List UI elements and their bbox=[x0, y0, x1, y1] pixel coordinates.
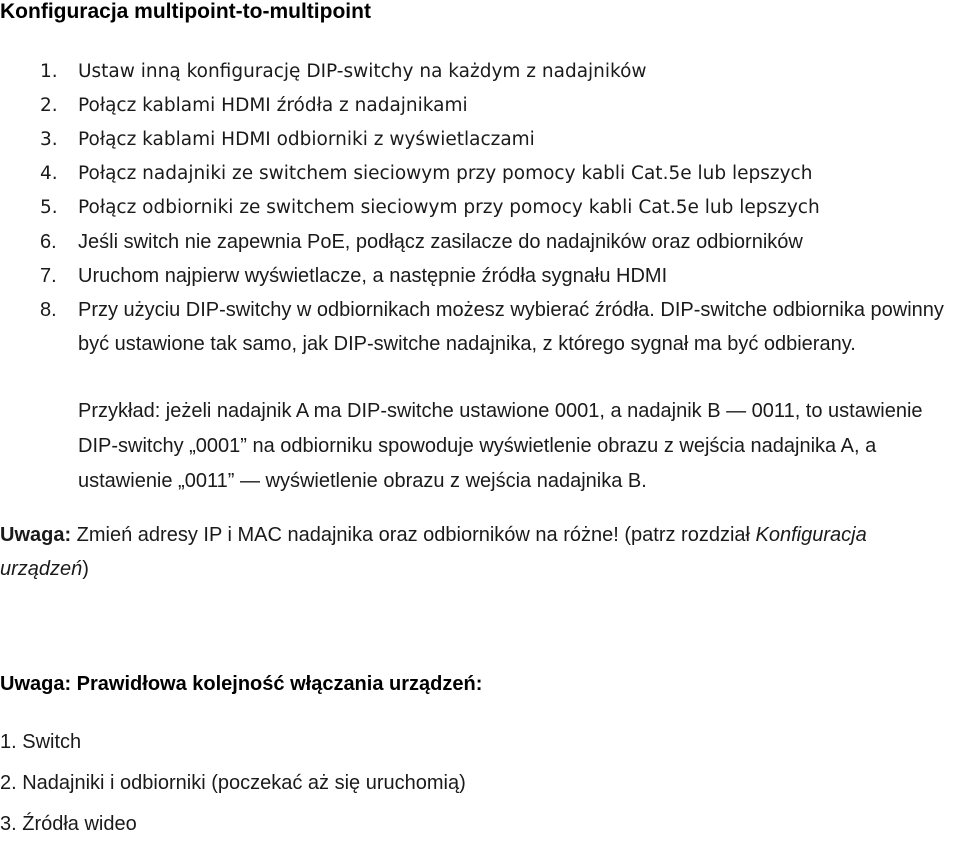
example-paragraph: Przykład: jeżeli nadajnik A ma DIP-switche ustawione 0001, a nadajnik B — 0011, to ustawienie DIP-switchy „0001” na odbiorniku spowoduje wyświetlenie obrazu z wejścia nadajnika A, a ustawienie „0011” — wyświetlenie obrazu z wejścia nadajnika B. bbox=[78, 400, 923, 492]
list-item bbox=[40, 123, 958, 157]
list-item bbox=[40, 259, 958, 293]
chapter-reference: Konfiguracja urządzeń bbox=[0, 524, 867, 580]
list-item: 3. Źródła wideo bbox=[0, 813, 137, 835]
note-ip-mac bbox=[0, 518, 960, 586]
step-text: Połącz kablami HDMI źródła z nadajnikami bbox=[78, 95, 468, 116]
step-number: 3. bbox=[40, 129, 58, 150]
power-order-list bbox=[0, 722, 466, 845]
list-item bbox=[40, 55, 958, 89]
note-text-end: ) bbox=[82, 558, 89, 580]
list-item: 1. Switch bbox=[0, 731, 82, 753]
step-number: 2. bbox=[40, 95, 58, 116]
step-text: Połącz odbiorniki ze switchem sieciowym przy pomocy kabli Cat.5e lub lepszych bbox=[78, 197, 820, 218]
step-text: Jeśli switch nie zapewnia PoE, podłącz zasilacze do nadajników oraz odbiorników bbox=[78, 231, 803, 253]
step-text: Połącz kablami HDMI odbiorniki z wyświetlaczami bbox=[78, 129, 535, 150]
step-text: Przy użyciu DIP-switchy w odbiornikach możesz wybierać źródła. DIP-switche odbiornika powinny być ustawione tak samo, jak DIP-switche nadajnika, z którego sygnał ma być odbierany. bbox=[78, 299, 944, 355]
note-text: Zmień adresy IP i MAC nadajnika oraz odbiorników na różne! (patrz rozdział bbox=[71, 524, 756, 546]
list-item bbox=[40, 89, 958, 123]
note-label: Uwaga: bbox=[0, 524, 72, 546]
list-item bbox=[40, 293, 958, 361]
step-text: Ustaw inną konfigurację DIP-switchy na każdym z nadajników bbox=[78, 61, 647, 82]
step-text: Połącz nadajniki ze switchem sieciowym przy pomocy kabli Cat.5e lub lepszych bbox=[78, 163, 813, 184]
list-item bbox=[40, 157, 958, 191]
step-number: 1. bbox=[40, 61, 58, 82]
list-item bbox=[40, 225, 958, 259]
page-title: Konfiguracja multipoint-to-multipoint bbox=[0, 0, 371, 23]
list-item bbox=[40, 191, 958, 225]
step-number: 5. bbox=[40, 197, 58, 218]
step-number: 6. bbox=[40, 231, 57, 253]
note-power-order-heading: Uwaga: Prawidłowa kolejność włączania urządzeń: bbox=[0, 673, 483, 695]
steps-list bbox=[40, 55, 958, 361]
step-text: Uruchom najpierw wyświetlacze, a następnie źródła sygnału HDMI bbox=[78, 265, 668, 287]
step-number: 7. bbox=[40, 265, 57, 287]
step-number: 4. bbox=[40, 163, 58, 184]
step-number: 8. bbox=[40, 299, 57, 321]
list-item: 2. Nadajniki i odbiorniki (poczekać aż się uruchomią) bbox=[0, 772, 466, 794]
